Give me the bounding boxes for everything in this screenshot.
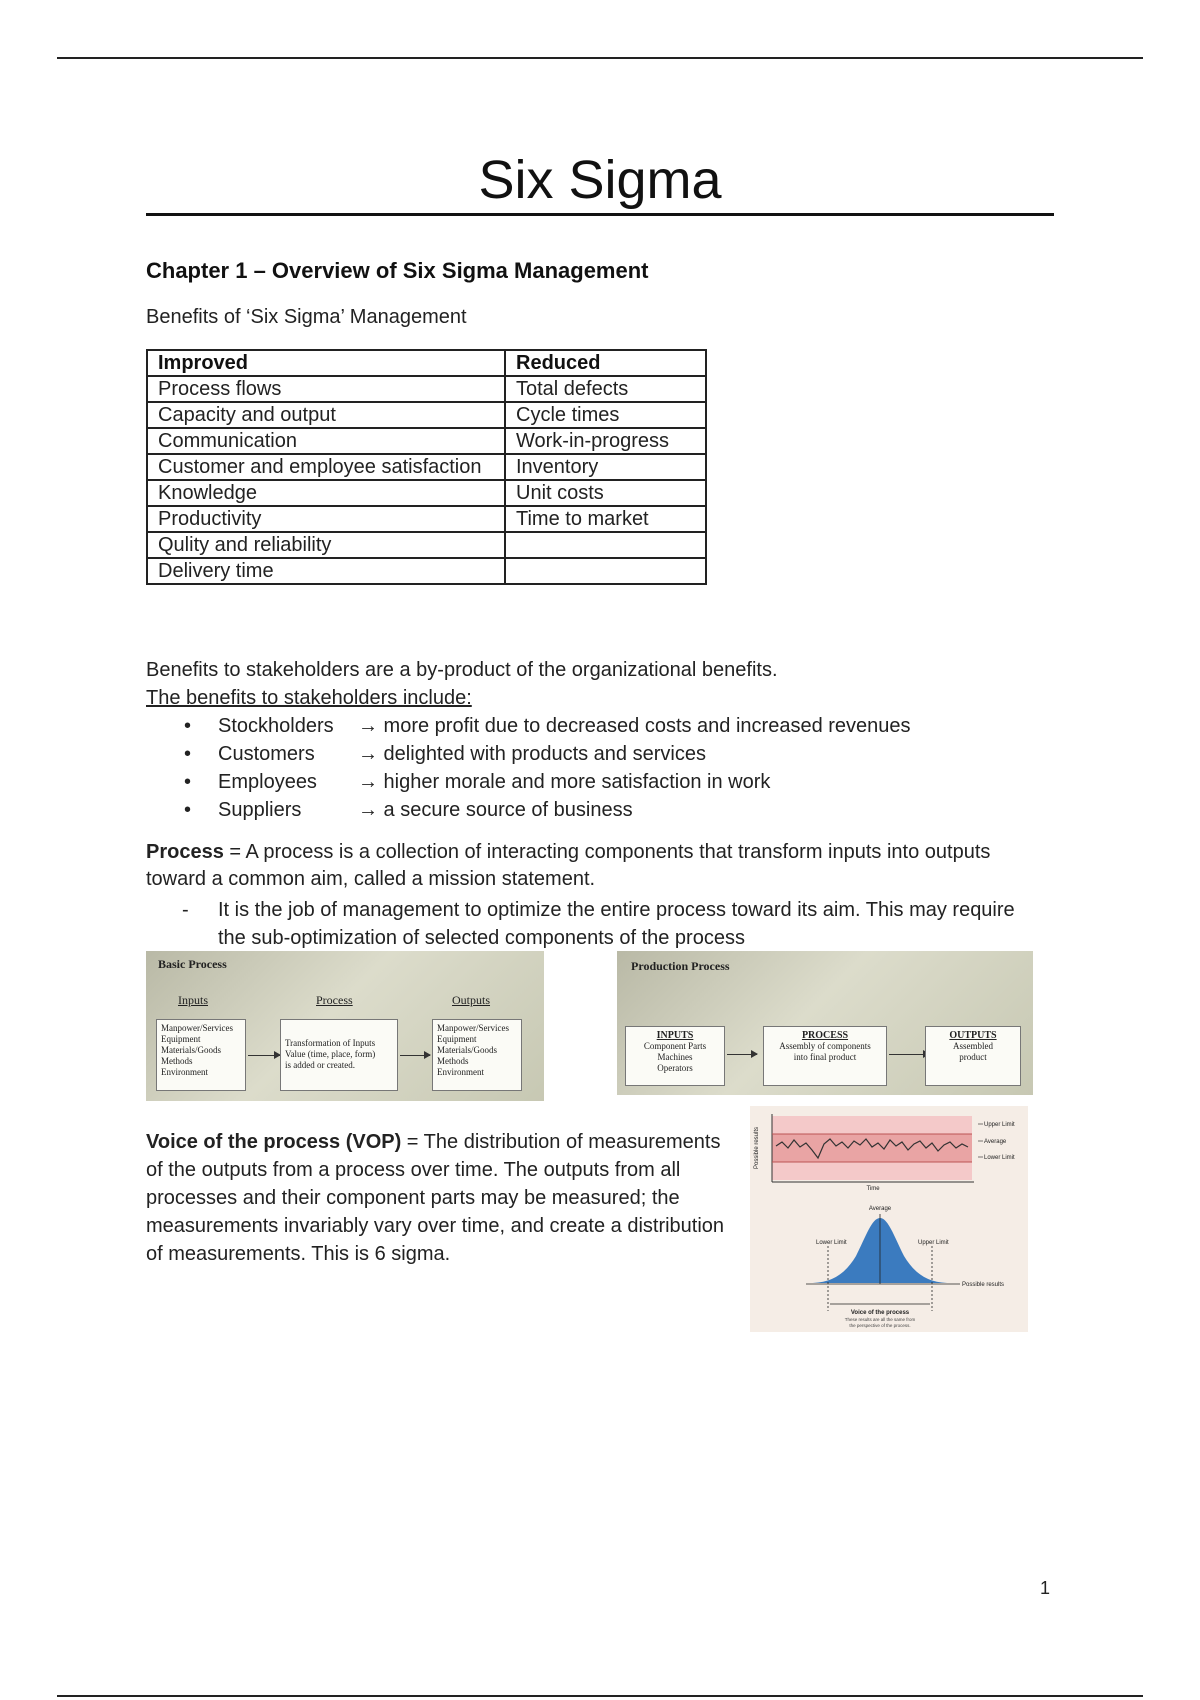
inputs-header: Inputs [178,993,208,1007]
inputs-line: Environment [161,1067,208,1077]
vop-caption: Voice of the process [850,1310,910,1316]
improved-cell: Capacity and output [147,402,505,428]
arrow-icon [889,1054,929,1055]
top-rule [57,57,1143,59]
table-header-row [147,350,706,376]
reduced-cell: Cycle times [505,402,706,428]
inputs-line: Equipment [161,1034,201,1044]
page-number: 1 [1040,1578,1051,1598]
improved-cell: Qulity and reliability [147,532,505,558]
bullet: • [184,743,192,765]
vop-caption-line: the perspective of the process. [849,1323,911,1328]
improved-cell: Productivity [147,506,505,532]
production-inputs-line: Component Parts [643,1041,707,1051]
vop-term: Voice of the process (VOP) [146,1131,402,1153]
stakeholder-name: Customers [218,743,315,765]
reduced-cell: Total defects [505,376,706,402]
list-item [146,712,1046,740]
outputs-line: Environment [437,1067,484,1077]
stakeholder-name: Employees [218,771,317,793]
production-inputs-head: INPUTS [656,1030,694,1041]
header-improved: Improved [147,350,505,376]
outputs-line: Methods [437,1056,469,1066]
inputs-line: Manpower/Services [161,1023,233,1033]
x-axis-label: Time [866,1186,880,1192]
stakeholders-intro: Benefits to stakeholders are a by-product of the organizational benefits. [146,659,778,681]
reduced-cell: Work-in-progress [505,428,706,454]
outputs-box [432,1019,522,1091]
process-box [280,1019,398,1091]
stakeholder-benefit: → a secure source of business [358,799,633,821]
lower-band [772,1162,972,1180]
bullet: • [184,799,192,821]
y-axis-label: Possible results [754,1126,760,1170]
stakeholder-list [146,712,1046,824]
benefits-caption: Benefits of ‘Six Sigma’ Management [146,306,467,328]
process-term: Process [146,841,224,863]
production-outputs-line: Assembled [953,1041,993,1051]
stakeholder-benefit: → higher morale and more satisfaction in work [358,771,771,793]
vop-caption-line: These results are all the same from [844,1317,916,1322]
table-row [147,454,706,480]
process-line: Value (time, place, form) [285,1049,376,1059]
table-row [147,532,706,558]
header-reduced: Reduced [505,350,706,376]
process-header: Process [316,993,353,1007]
stakeholder-benefit: → more profit due to decreased costs and increased revenues [358,715,911,737]
reduced-cell: Time to market [505,506,706,532]
upper-limit-label: Upper Limit [984,1122,1015,1128]
benefits-table [146,349,707,585]
process-line: Transformation of Inputs [285,1038,376,1048]
distribution-lower-label: Lower Limit [816,1240,847,1246]
lower-limit-label: Lower Limit [984,1155,1015,1161]
upper-band [772,1116,972,1134]
reduced-cell: Inventory [505,454,706,480]
process-line: is added or created. [285,1060,355,1070]
outputs-line: Materials/Goods [437,1045,497,1055]
improved-cell: Delivery time [147,558,505,584]
stakeholder-name: Suppliers [218,799,302,821]
production-process-box [763,1026,887,1086]
average-label: Average [984,1139,1007,1145]
production-inputs-box [625,1026,725,1086]
production-process-title: Production Process [631,959,730,973]
improved-cell: Process flows [147,376,505,402]
stakeholder-benefit: → delighted with products and services [358,743,706,765]
arrow-icon [727,1054,757,1055]
improved-cell: Knowledge [147,480,505,506]
vop-definition-text: = The distribution of measurements of the outputs from a process over time. The outputs from all processes and their component parts may be measured; the measurements invariably vary over time, and create a distribution of measurements. This is 6 sigma. [146,1131,725,1265]
reduced-cell: Unit costs [505,480,706,506]
table-row [147,558,706,584]
distribution-upper-label: Upper Limit [918,1240,949,1246]
process-definition-text: = A process is a collection of interacting components that transform inputs into outputs toward a common aim, called a mission statement. [146,841,991,890]
production-process-line: Assembly of components [779,1041,871,1051]
table-row [147,376,706,402]
page-title: Six Sigma [478,150,722,210]
distribution-average-label: Average [868,1206,892,1212]
stakeholders-heading: The benefits to stakeholders include: [146,687,472,709]
chapter-heading: Chapter 1 – Overview of Six Sigma Management [146,258,649,283]
table-row [147,480,706,506]
title-underline [146,213,1054,216]
production-outputs-line: product [959,1052,987,1062]
dash-marker: - [182,899,189,921]
inputs-line: Materials/Goods [161,1045,221,1055]
list-item [146,796,1046,824]
bullet: • [184,715,192,737]
outputs-header: Outputs [452,993,491,1007]
production-outputs-head: OUTPUTS [949,1030,997,1041]
table-row [147,506,706,532]
vop-figure [750,1106,1028,1332]
production-process-figure [617,951,1033,1095]
production-inputs-line: Operators [657,1063,693,1073]
process-note-text: It is the job of management to optimize the entire process toward its aim. This may require the sub-optimization of selected components of the process [218,899,1015,949]
improved-cell: Customer and employee satisfaction [147,454,505,480]
basic-process-figure [146,951,544,1101]
table-row [147,402,706,428]
reduced-cell [505,558,706,584]
list-item [146,768,1046,796]
reduced-cell [505,532,706,558]
arrow-icon [248,1055,280,1056]
table-row [147,428,706,454]
inputs-box [156,1019,246,1091]
stakeholder-name: Stockholders [218,715,334,737]
outputs-line: Equipment [437,1034,477,1044]
list-item [146,740,1046,768]
middle-band [772,1134,972,1162]
inputs-line: Methods [161,1056,193,1066]
vop-definition [146,1128,726,1268]
production-process-head: PROCESS [801,1030,849,1041]
production-process-line: into final product [793,1052,857,1062]
arrow-icon [400,1055,430,1056]
bottom-rule [57,1695,1143,1697]
bullet: • [184,771,192,793]
production-inputs-line: Machines [657,1052,693,1062]
possible-results-label: Possible results [962,1282,1005,1288]
improved-cell: Communication [147,428,505,454]
process-definition [146,839,1046,893]
outputs-line: Manpower/Services [437,1023,509,1033]
production-outputs-box [925,1026,1021,1086]
basic-process-title: Basic Process [158,957,227,971]
